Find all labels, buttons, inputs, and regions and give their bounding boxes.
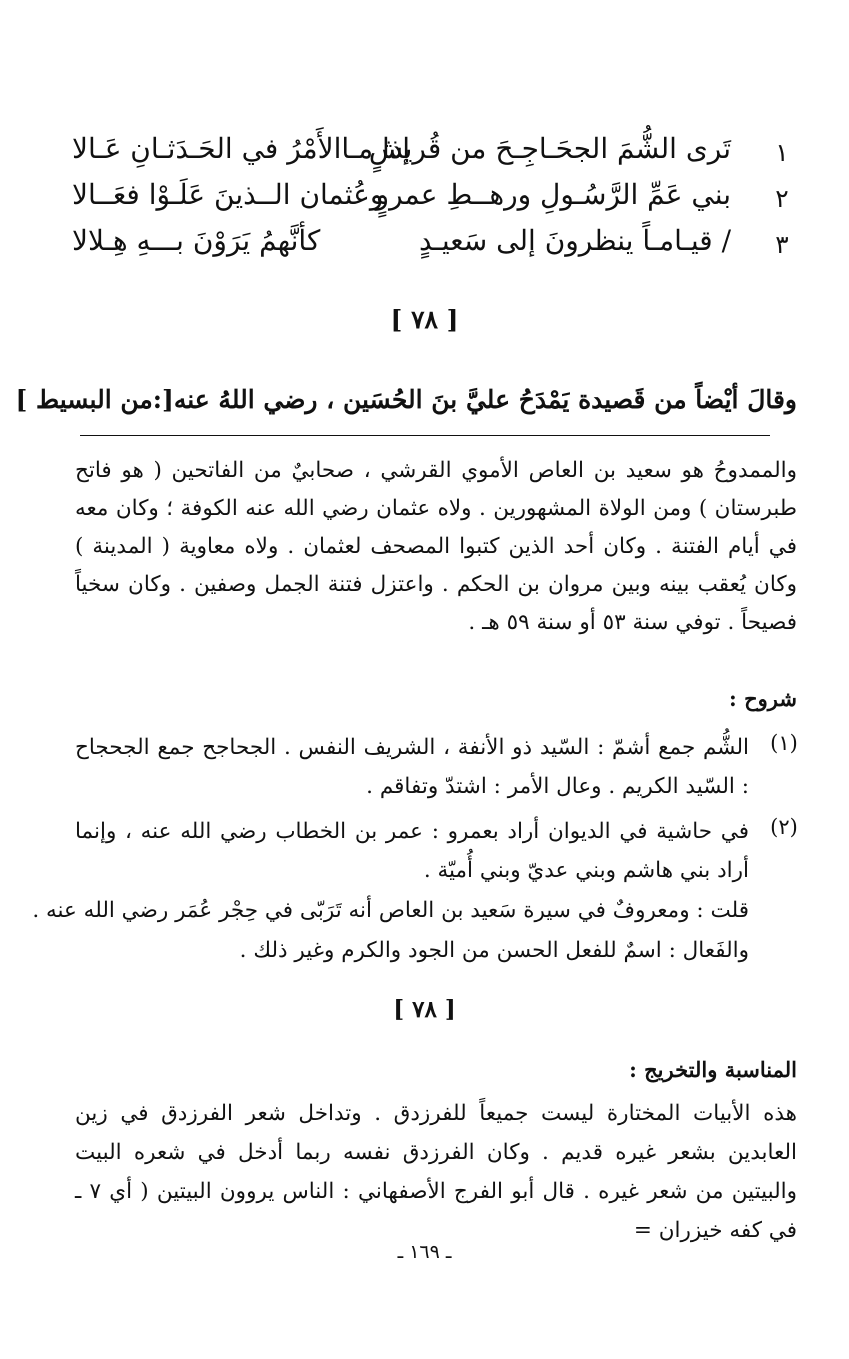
verse-second-hemistich: وعُثمان الــذينَ عَلَـوْا فعَــالا bbox=[72, 178, 384, 211]
heading-rule bbox=[80, 435, 770, 436]
comment-line: قلت : ومعروفٌ في سيرة سَعيد بن العاص أنه تَرَبّى في حِجْر عُمَر رضي الله عنه . bbox=[32, 898, 749, 923]
verse-number: ٣ bbox=[775, 230, 789, 259]
comment-line: والفَعال : اسمٌ للفعل الحسن من الجود والكرم وغير ذلك . bbox=[239, 938, 749, 963]
note-number: (٢) bbox=[770, 815, 798, 839]
verse-number: ١ bbox=[775, 138, 789, 167]
section-number-secondary: [ ٧٨ ] bbox=[393, 996, 456, 1023]
takhrij-label: المناسبة والتخريج : bbox=[629, 1057, 797, 1082]
verse-first-hemistich: بني عَمِّ الرَّسُـولِ ورهــطِ عمروٍ bbox=[375, 178, 731, 211]
shuruh-label: شروح : bbox=[729, 686, 797, 711]
poem-heading: وقالَ أيْضاً من قَصيدة يَمْدَحُ عليَّ بنَ الحُسَين ، رضي اللهُ عنه[:من البسيط ] bbox=[15, 385, 797, 414]
page-number: ـ ١٦٩ ـ bbox=[397, 1241, 452, 1263]
note-text: الشُّم جمع أشمّ : السّيد ذو الأنفة ، الشريف النفس . الجحاجح جمع الجحجاح : السّيد الكريم . وعال الأمر : اشتدّ وتفاقم . bbox=[75, 735, 749, 799]
verse-second-hemistich: إذا مـاالأَمْرُ في الحَـدَثـانِ عَـالا bbox=[72, 132, 411, 165]
verse-second-hemistich: كأنَّهمُ يَرَوْنَ بـــهِ هِـلالا bbox=[72, 224, 321, 257]
intro-paragraph: والممدوحُ هو سعيد بن العاص الأموي القرشي ، صحابيٌ من الفاتحين ( هو فاتح طبرستان ) ومن الولاة المشهورين . ولاه عثمان رضي الله عنه الكوفة ؛ وكان معه في أيام الفتنة . وكان أحد الذين كتبوا المصحف لعثمان . ولاه معاوية ( المدينة ) وكان يُعقب بينه وبين مروان بن الحكم . واعتزل فتنة الجمل وصفين . وكان سخياً فصيحاً . توفي سنة ٥٣ أو سنة ٥٩ هـ . bbox=[75, 458, 798, 635]
section-number: [ ٧٨ ] bbox=[390, 305, 459, 334]
note-number: (١) bbox=[770, 731, 798, 755]
verse-number: ٢ bbox=[775, 184, 789, 213]
note-text: في حاشية في الديوان أراد بعمرو : عمر بن الخطاب رضي الله عنه ، وإنما أراد بني هاشم وبني عديّ وبني أُميّة . bbox=[75, 819, 749, 883]
takhrij-paragraph: هذه الأبيات المختارة ليست جميعاً للفرزدق . وتداخل شعر الفرزدق في زين العابدين بشعر غيره قديم . وكان الفرزدق نفسه ربما أدخل في شعره البيت والبيتين من شعر غيره . قال أبو الفرج الأصفهاني : الناس يروون البيتين ( أي ٧ ـ في كفه خيزران = bbox=[75, 1101, 797, 1243]
verse-first-hemistich: تَرى الشُّمَ الجحَـاجِـحَ من قُريشٍ bbox=[368, 132, 731, 165]
verse-first-hemistich: / قيـامـاً ينظرونَ إلى سَعيـدٍ bbox=[418, 224, 731, 257]
